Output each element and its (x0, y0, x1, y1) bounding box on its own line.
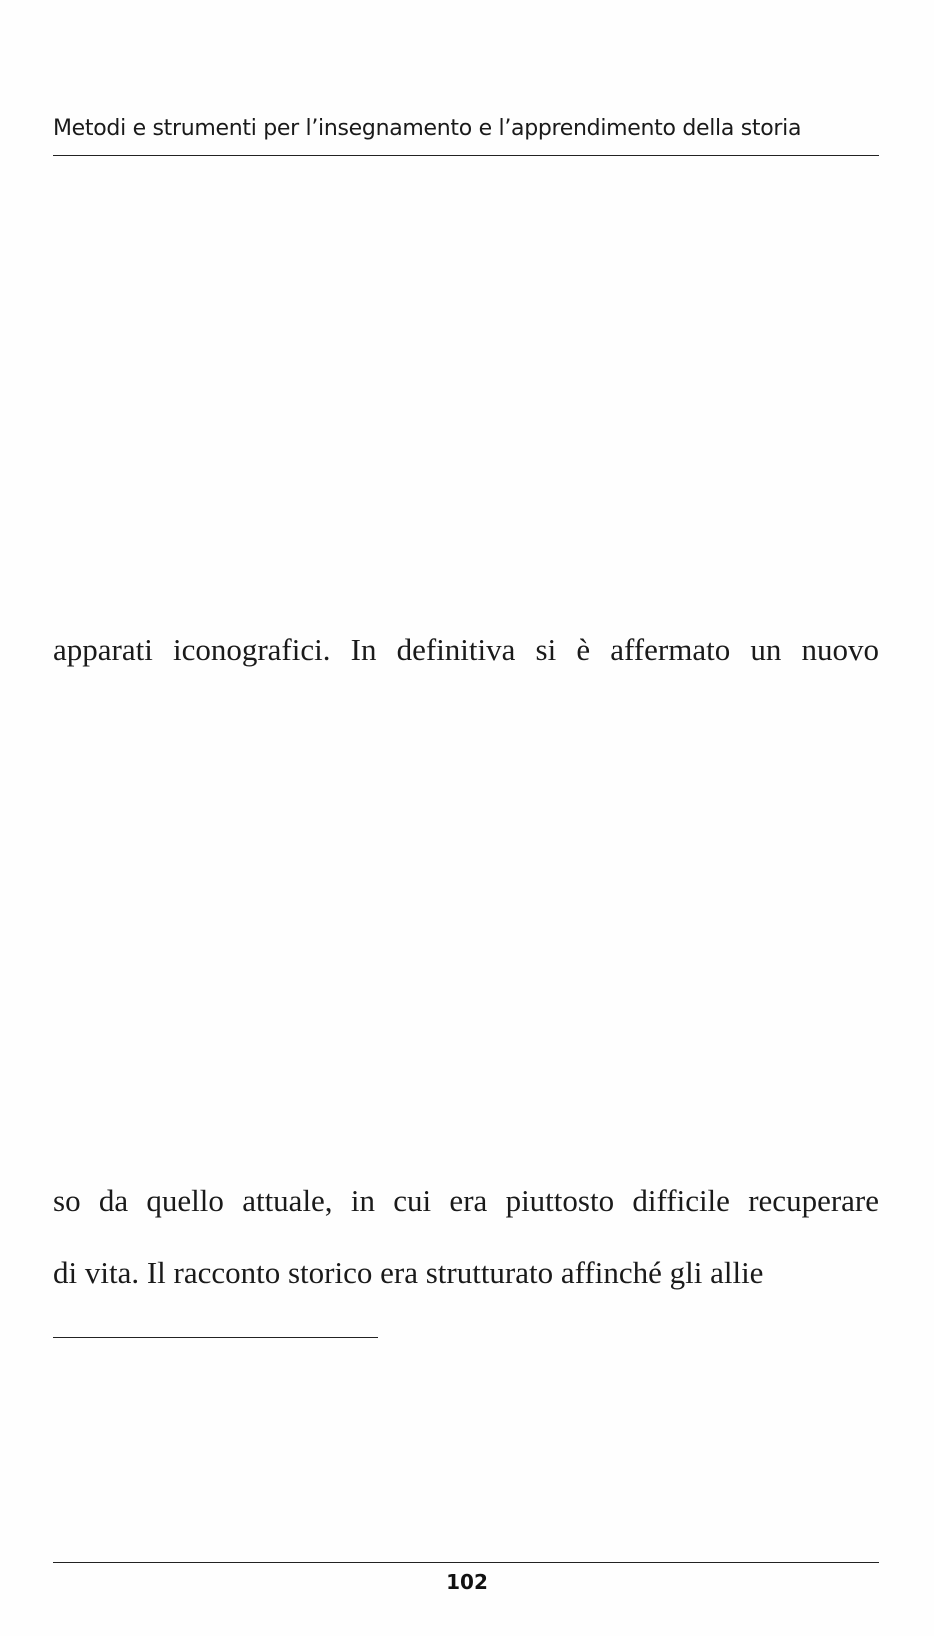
header-rule (53, 155, 879, 156)
body-text-line: apparati iconografici. In definitiva si è affermato un nuovo (53, 632, 879, 667)
body-text-line: so da quello attuale, in cui era piuttosto difficile recuperare (53, 1183, 879, 1218)
page-number: 102 (446, 1570, 488, 1594)
footnote-separator (53, 1337, 378, 1338)
body-text-line: di vita. Il racconto storico era strutturato affinché gli allie (53, 1255, 764, 1290)
footer-rule (53, 1562, 879, 1563)
running-header-title: Metodi e strumenti per l’insegnamento e l’apprendimento della storia (53, 116, 802, 141)
